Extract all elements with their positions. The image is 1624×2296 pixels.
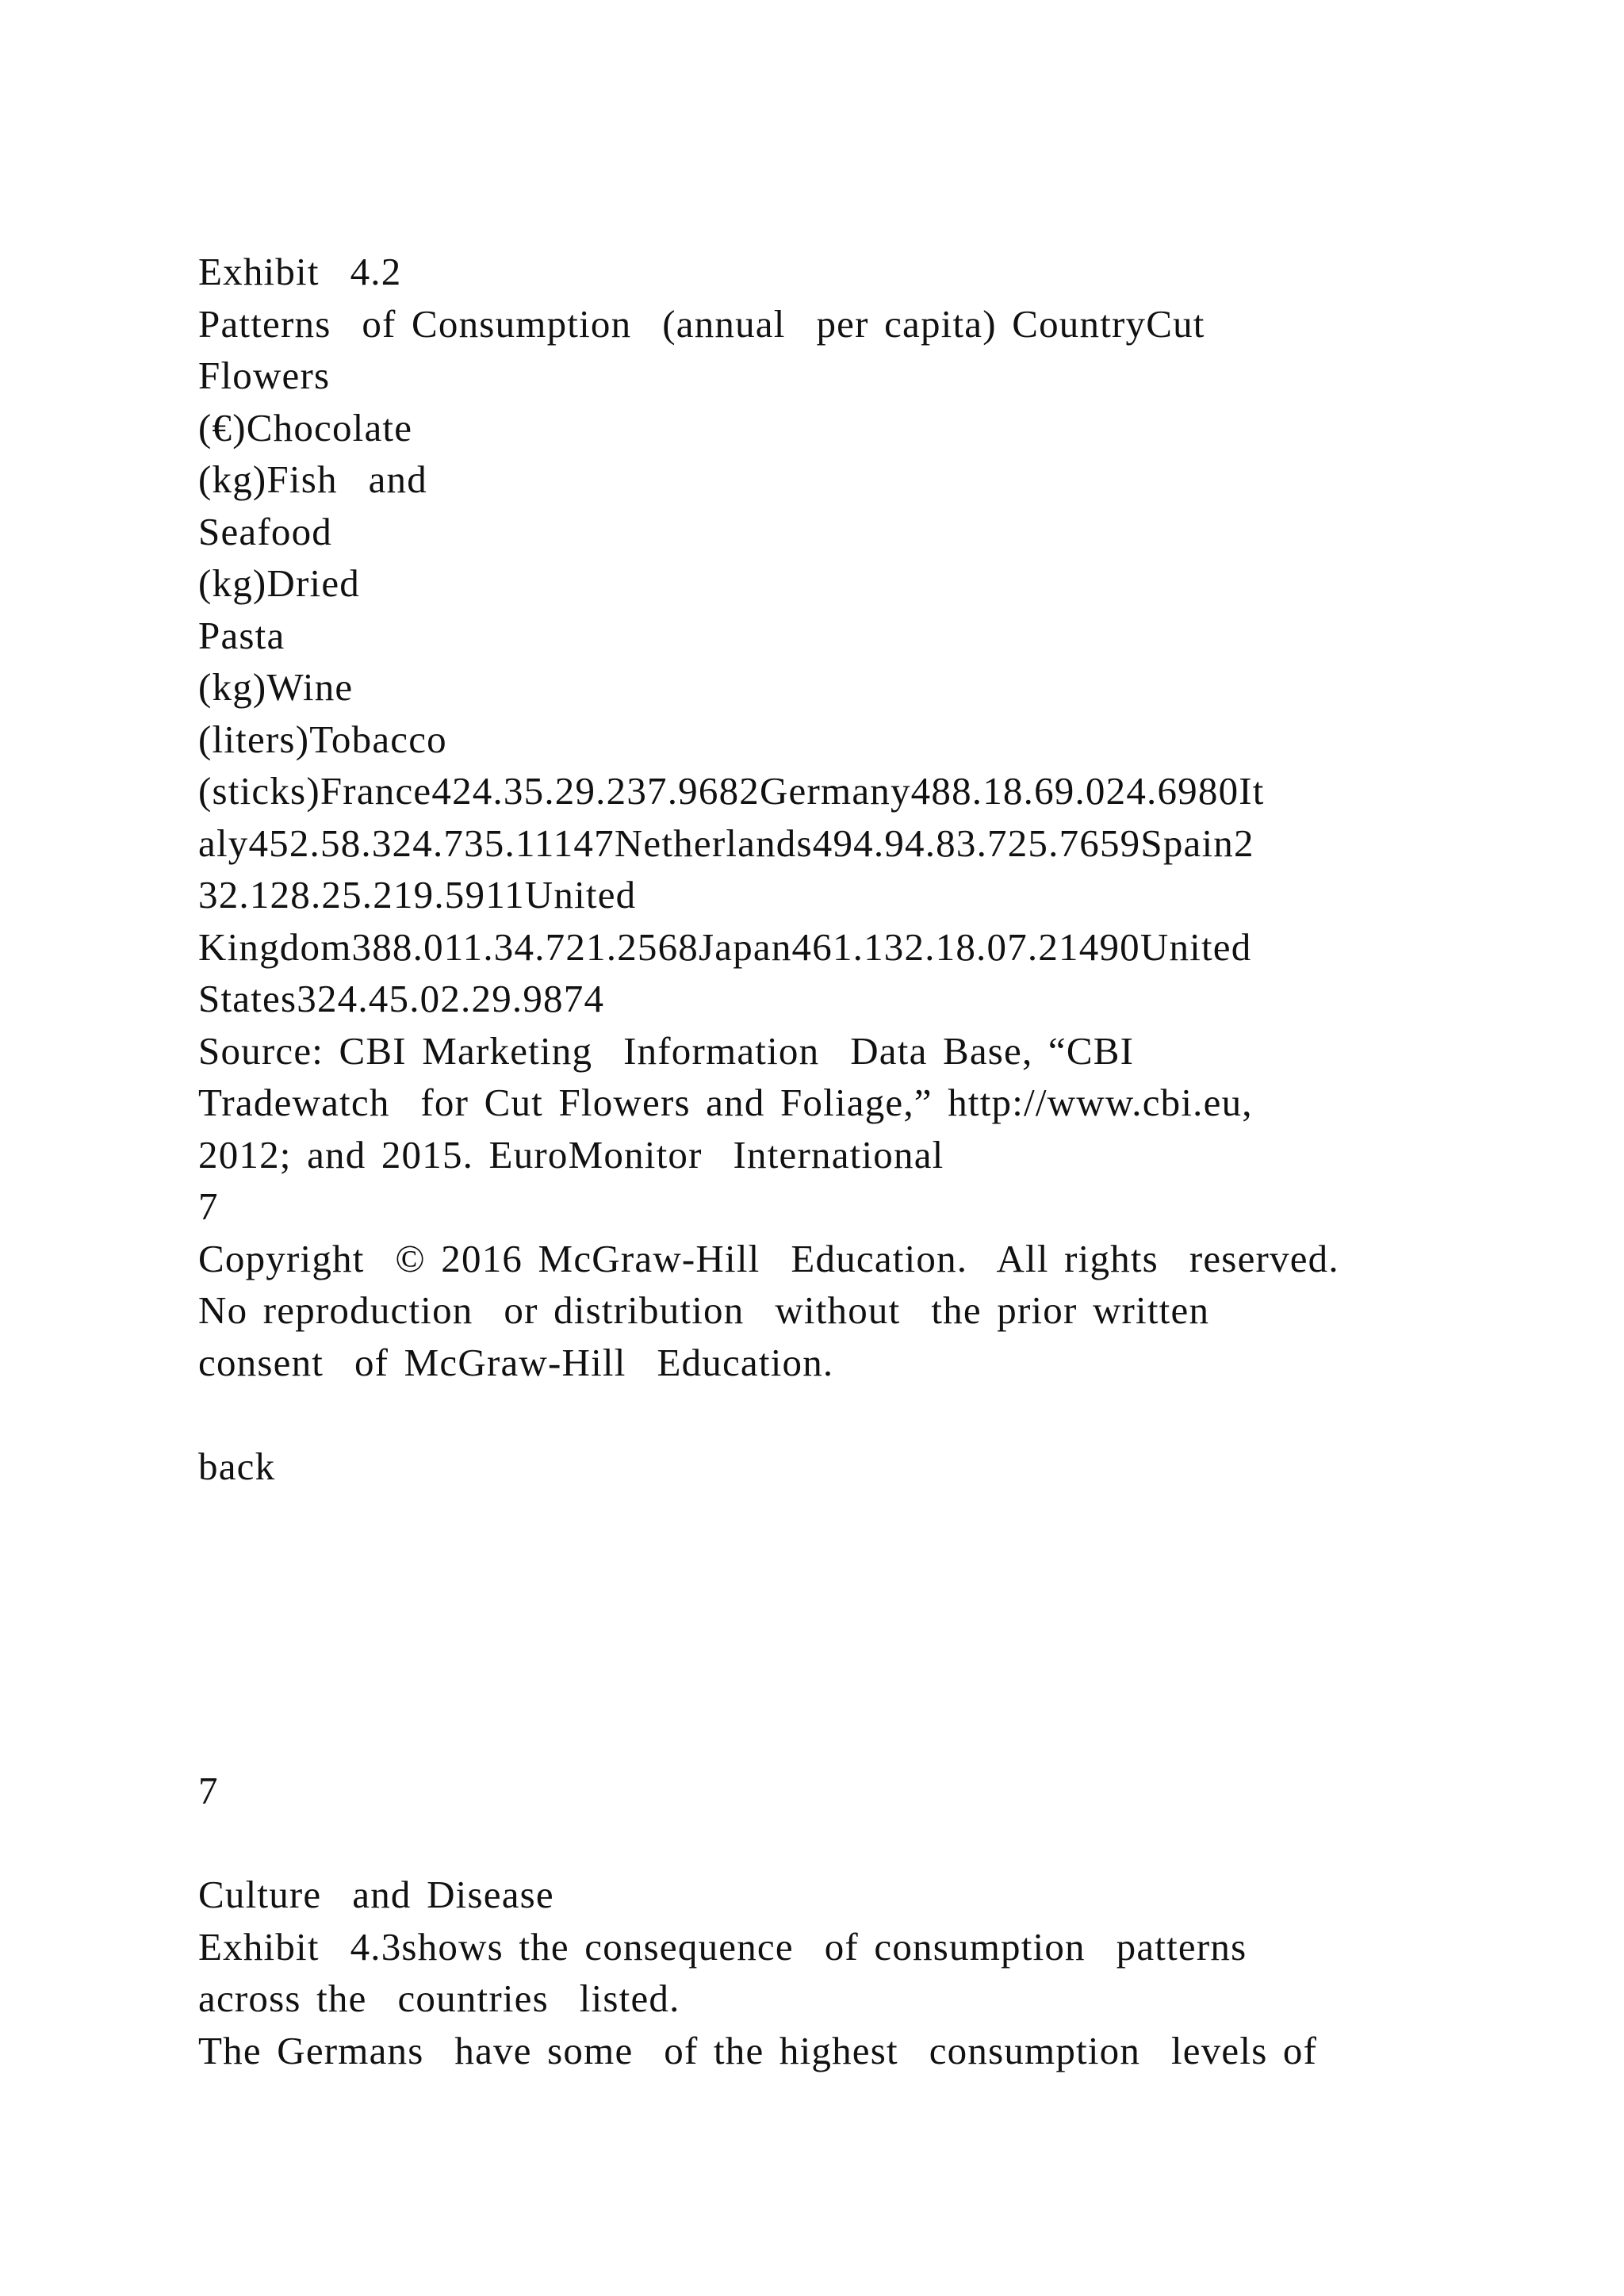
blank-line	[198, 1388, 1499, 1441]
table-heading-line: Pasta	[198, 613, 285, 657]
table-heading-line: Patterns of Consumption (annual per capita) CountryCut	[198, 301, 1205, 346]
back-text: back	[198, 1444, 276, 1488]
table-data-line: aly452.58.324.735.11147Netherlands494.94.83.725.7659Spain2	[198, 821, 1254, 865]
table-heading-line: Flowers	[198, 354, 331, 397]
slide-number: 7	[198, 1184, 219, 1228]
exhibit-title: Exhibit 4.2	[198, 250, 402, 293]
culture-disease-section	[198, 1869, 1499, 2076]
table-heading-line: (liters)Tobacco	[198, 717, 447, 761]
table-data-line: Kingdom388.011.34.721.2568Japan461.132.18.07.21490United	[198, 924, 1252, 969]
page-number: 7	[198, 1769, 219, 1812]
source-line: Tradewatch for Cut Flowers and Foliage,” http://www.cbi.eu,	[198, 1081, 1253, 1124]
table-data-line: (sticks)France424.35.29.237.9682Germany488.18.69.024.6980It	[198, 769, 1265, 813]
table-heading-line: (kg)Fish and	[198, 457, 427, 501]
table-data-line: States324.45.02.29.9874	[198, 977, 605, 1020]
copyright-line: Copyright © 2016 McGraw-Hill Education. All rights reserved.	[198, 1236, 1339, 1280]
table-heading-line: (kg)Wine	[198, 665, 354, 709]
body-line: The Germans have some of the highest consumption levels of	[198, 2028, 1318, 2072]
table-heading-line: (€)Chocolate	[198, 405, 413, 450]
body-line: Exhibit 4.3shows the consequence of consumption patterns	[198, 1924, 1247, 1969]
section-heading: Culture and Disease	[198, 1873, 554, 1916]
source-line: 2012; and 2015. EuroMonitor International	[198, 1132, 944, 1177]
slide-page-number	[198, 1765, 1499, 1817]
exhibit-section	[198, 246, 1499, 1492]
copyright-line: consent of McGraw-Hill Education.	[198, 1340, 834, 1384]
table-heading-line: (kg)Dried	[198, 561, 361, 605]
body-line: across the countries listed.	[198, 1976, 680, 2020]
table-heading-line: Seafood	[198, 509, 332, 553]
copyright-line: No reproduction or distribution without the prior written	[198, 1288, 1210, 1332]
table-data-line: 32.128.25.219.5911United	[198, 873, 637, 916]
source-line: Source: CBI Marketing Information Data Base, “CBI	[198, 1028, 1135, 1073]
